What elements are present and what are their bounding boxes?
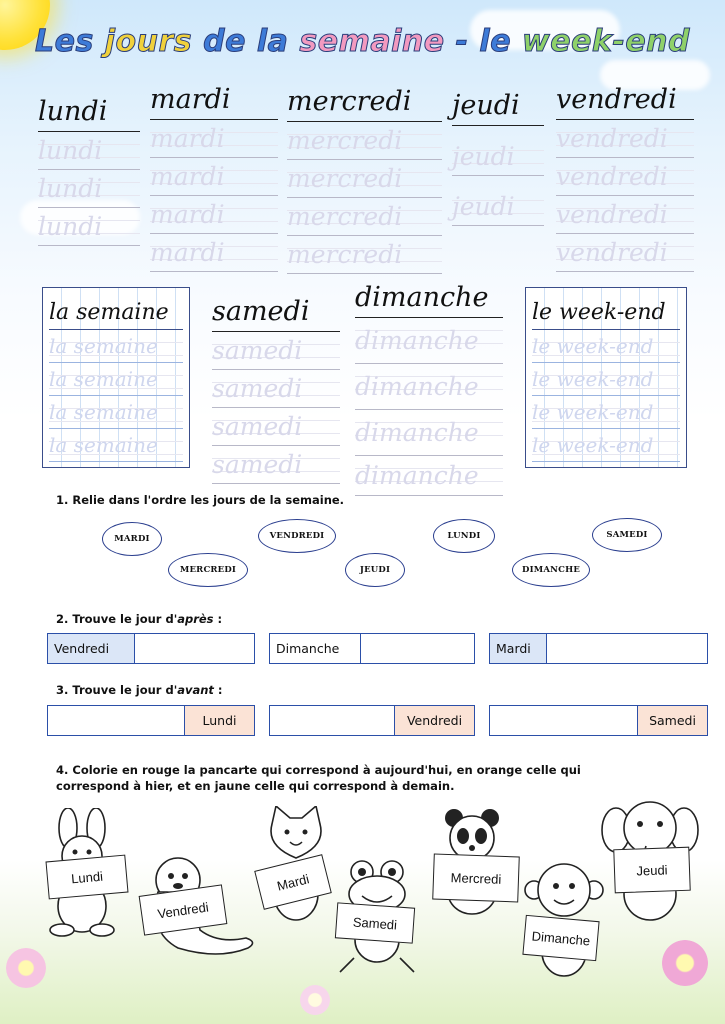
trace-word: mercredi [287, 236, 442, 274]
page-title: Les jours de la semaine - le week-end [34, 24, 691, 59]
exercise-2-question: 2. Trouve le jour d'après : [56, 612, 223, 626]
trace-word: dimanche [355, 410, 503, 456]
exercise-1-question: 1. Relie dans l'ordre les jours de la semaine. [56, 493, 345, 507]
trace-word: la semaine [49, 330, 183, 363]
day-oval-dimanche[interactable]: DIMANCHE [512, 553, 590, 587]
flower-icon [6, 948, 46, 988]
trace-word: le week-end [532, 363, 680, 396]
writing-block-vendredi [556, 80, 694, 272]
given-day-label: Mardi [490, 634, 547, 663]
model-word: jeudi [452, 86, 544, 126]
writing-block-mercredi [287, 82, 442, 274]
model-word: samedi [212, 292, 340, 332]
trace-word: le week-end [532, 330, 680, 363]
answer-box-before-lundi [47, 705, 255, 736]
trace-word: la semaine [49, 429, 183, 462]
trace-word: lundi [38, 170, 140, 208]
trace-word: samedi [212, 370, 340, 408]
sign-dimanche[interactable]: Dimanche [522, 915, 599, 961]
answer-field[interactable] [48, 706, 184, 735]
trace-word: jeudi [452, 188, 544, 226]
answer-box-after-dimanche [269, 633, 475, 664]
answer-box-after-mardi [489, 633, 708, 664]
model-word: vendredi [556, 80, 694, 120]
trace-word: samedi [212, 408, 340, 446]
given-day-label: Samedi [637, 706, 707, 735]
day-oval-jeudi[interactable]: JEUDI [345, 553, 405, 587]
trace-word: samedi [212, 332, 340, 370]
trace-word: la semaine [49, 396, 183, 429]
flower-icon [300, 985, 330, 1015]
model-word: dimanche [355, 278, 503, 318]
answer-box-before-samedi [489, 705, 708, 736]
trace-word: dimanche [355, 364, 503, 410]
answer-box-before-vendredi [269, 705, 475, 736]
sign-lundi[interactable]: Lundi [45, 855, 128, 900]
day-oval-vendredi[interactable]: VENDREDI [258, 519, 336, 553]
day-oval-lundi[interactable]: LUNDI [433, 519, 495, 553]
trace-word: samedi [212, 446, 340, 484]
exercise-4-question: 4. Colorie en rouge la pancarte qui correspond à aujourd'hui, en orange celle qui correspond à hier, et en jaune celle qui correspond à demain. [56, 763, 581, 793]
exercise-3-question: 3. Trouve le jour d'avant : [56, 683, 223, 697]
given-day-label: Vendredi [48, 634, 135, 663]
trace-word: la semaine [49, 363, 183, 396]
trace-word: mardi [150, 196, 278, 234]
model-word: la semaine [49, 296, 183, 330]
model-word: mercredi [287, 82, 442, 122]
answer-field[interactable] [547, 634, 707, 663]
trace-word: mercredi [287, 122, 442, 160]
trace-word: dimanche [355, 318, 503, 364]
sign-jeudi[interactable]: Jeudi [613, 847, 690, 894]
sign-vendredi[interactable]: Vendredi [139, 884, 228, 935]
trace-word: mercredi [287, 198, 442, 236]
sign-mercredi[interactable]: Mercredi [432, 854, 520, 903]
day-oval-samedi[interactable]: SAMEDI [592, 518, 662, 552]
sign-samedi[interactable]: Samedi [335, 902, 415, 943]
sign-mardi[interactable]: Mardi [254, 854, 332, 910]
trace-word: lundi [38, 208, 140, 246]
answer-box-after-vendredi [47, 633, 255, 664]
model-word: le week-end [532, 296, 680, 330]
model-word: lundi [38, 92, 140, 132]
trace-word: vendredi [556, 158, 694, 196]
trace-word: mercredi [287, 160, 442, 198]
trace-word: le week-end [532, 429, 680, 462]
answer-field[interactable] [135, 634, 254, 663]
writing-block-jeudi [452, 86, 544, 226]
writing-block-lundi [38, 92, 140, 246]
trace-word: mardi [150, 234, 278, 272]
writing-block-dimanche [355, 278, 503, 496]
answer-field[interactable] [490, 706, 637, 735]
model-word: mardi [150, 80, 278, 120]
answer-field[interactable] [361, 634, 474, 663]
trace-word: vendredi [556, 120, 694, 158]
given-day-label: Lundi [184, 706, 254, 735]
given-day-label: Vendredi [394, 706, 474, 735]
writing-block-le-week-end [525, 287, 687, 468]
trace-word: dimanche [355, 456, 503, 496]
trace-word: lundi [38, 132, 140, 170]
day-oval-mercredi[interactable]: MERCREDI [168, 553, 248, 587]
trace-word: jeudi [452, 138, 544, 176]
trace-word: le week-end [532, 396, 680, 429]
writing-block-samedi [212, 292, 340, 484]
trace-word: mardi [150, 120, 278, 158]
flower-icon [662, 940, 708, 986]
answer-field[interactable] [270, 706, 394, 735]
trace-word: vendredi [556, 234, 694, 272]
trace-word: mardi [150, 158, 278, 196]
writing-block-mardi [150, 80, 278, 272]
trace-word: vendredi [556, 196, 694, 234]
given-day-label: Dimanche [270, 634, 361, 663]
day-oval-mardi[interactable]: MARDI [102, 522, 162, 556]
writing-block-la-semaine [42, 287, 190, 468]
